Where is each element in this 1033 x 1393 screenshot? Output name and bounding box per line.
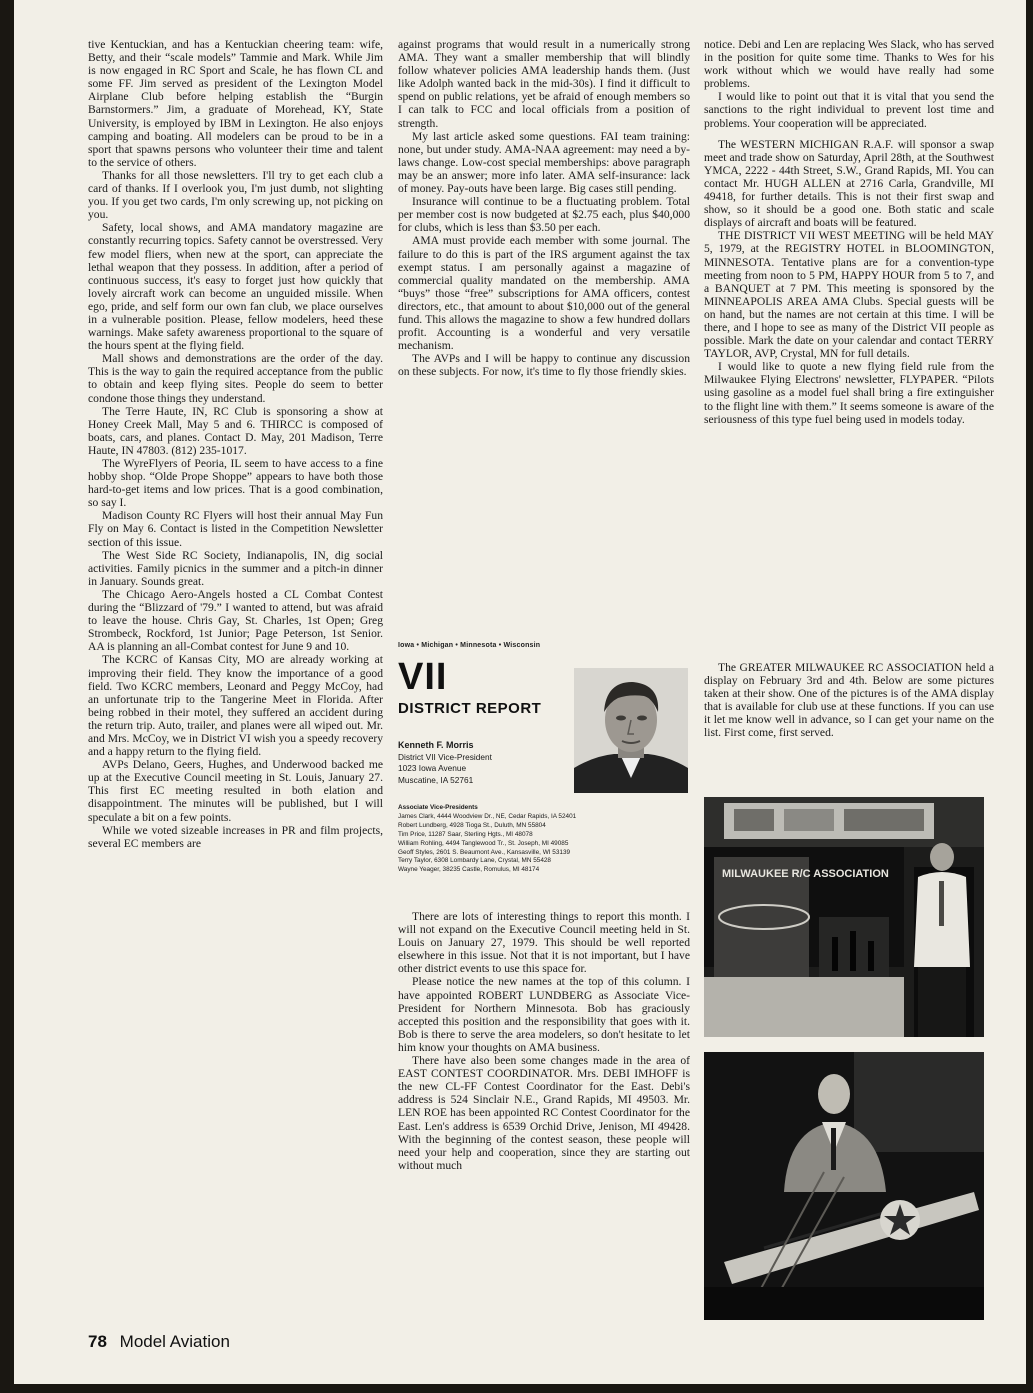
ama-display-photo xyxy=(704,797,984,1037)
paragraph: notice. Debi and Len are replacing Wes Slack, who has served in the position for quite some time. Thanks to Wes for his work without which we would have really had some problems. xyxy=(704,38,994,91)
vice-president-contact xyxy=(398,740,568,786)
paragraph: against programs that would result in a numerically strong AMA. They want a smaller membership that will blindly follow whatever policies AMA leadership hands them. (Just like Adolph wanted back in the mid-30s). I find it difficult to spend on public relations, yet be afraid of enough members so I can talk to FCC and local officials from a position of strength. xyxy=(398,38,690,130)
district-report-header xyxy=(398,642,690,904)
article-column-3-lower xyxy=(704,661,994,740)
page-footer xyxy=(88,1332,230,1352)
assoc-item: William Rohling, 4494 Tanglewood Tr., St. Joseph, MI 49085 xyxy=(398,839,569,847)
paragraph: Safety, local shows, and AMA mandatory magazine are constantly recurring topics. Safety cannot be overstressed. Very few model fliers, when new at the sport, can appreciate the lethal weapon that they possess. In addition, after a period of continuous success, it's easy to forget just how quickly that lovely aircraft work can become an unguided missile. When ego, pride, and self form our own fan club, we place ourselves in a vulnerable position. Please, fellow modelers, heed these warnings. Make safety awareness proportional to the square of the hours spent at the flying field. xyxy=(88,221,383,353)
associate-vps-list xyxy=(398,804,690,875)
paragraph: The WyreFlyers of Peoria, IL seem to have access to a fine hobby shop. “Olde Prope Shoppe” appears to have both those hard-to-get items and low prices. That is a good combination, so say I. xyxy=(88,457,383,510)
page-number: 78 xyxy=(88,1332,107,1351)
article-column-2 xyxy=(398,38,690,378)
assoc-item: Wayne Yeager, 38235 Castle, Romulus, MI 48174 xyxy=(398,866,540,874)
paragraph: The AVPs and I will be happy to continue any discussion on these subjects. For now, it's time to fly those friendly skies. xyxy=(398,352,690,379)
assoc-heading: Associate Vice-Presidents xyxy=(398,804,478,811)
paragraph: AMA must provide each member with some journal. The failure to do this is part of the IRS argument against the tax exempt status. I am personally against a magazine of commercial quality mandated on the membership. AMA “buys” those “free” subscriptions for AMA officers, contest directors, etc., that amount to about $10,000 out of the general fund. This allows the magazine to show a few hundred dollars profit. Accounting is a wonderful and very versatile mechanism. xyxy=(398,234,690,353)
assoc-item: Terry Taylor, 6308 Lombardy Lane, Crystal, MN 55428 xyxy=(398,857,551,865)
assoc-item: Tim Price, 11287 Saar, Sterling Hgts., MI 48078 xyxy=(398,830,533,838)
paragraph: The West Side RC Society, Indianapolis, IN, dig social activities. Family picnics in the summer and a pitch-in dinner in January. Sounds great. xyxy=(88,548,383,588)
paragraph: I would like to quote a new flying field rule from the Milwaukee Flying Electrons' newsletter, FLYPAPER. “Pilots using gasoline as a model fuel shall bring a fire extinguisher to the flight line with them.” It seems someone is aware of the seriousness of this type fuel being used in models today. xyxy=(704,360,994,426)
paragraph: Madison County RC Flyers will host their annual May Fun Fly on May 6. Contact is listed in the Competition Newsletter section of this issue. xyxy=(88,509,383,549)
paragraph: The GREATER MILWAUKEE RC ASSOCIATION held a display on February 3rd and 4th. Below are some pictures taken at their show. One of the pictures is of the AMA display that is available for club use at these functions. If you can use it let me know well in advance, so I can get your name on the list. First come, first served. xyxy=(704,661,994,740)
article-column-3 xyxy=(704,38,994,426)
assoc-item: James Clark, 4444 Woodview Dr., NE, Cedar Rapids, IA 52401 xyxy=(398,812,577,820)
paragraph: There have also been some changes made in the area of EAST CONTEST COORDINATOR. Mrs. DEBI IMHOFF is the new CL-FF Contest Coordinator for the East. Debi's address is 524 Sinclair N.E., Grand Rapids, MI 49503. Mr. LEN ROE has been appointed RC Contest Coordinator for the East. Len's address is 6539 Orchid Drive, Jenison, MI 49428. With the beginning of the contest season, these people will need your help and cooperation, since they are starting out without much xyxy=(398,1054,690,1172)
vp-name: Kenneth F. Morris xyxy=(398,740,474,750)
vp-portrait-photo xyxy=(574,668,688,793)
paragraph: There are lots of interesting things to report this month. I will not expand on the Executive Council meeting held in St. Louis on January 27, 1979. This should be well reported elsewhere in this issue. Not that it is not important, but I have other district events to use this space for. xyxy=(398,910,690,976)
paragraph: My last article asked some questions. FAI team training: none, but under study. AMA-NAA agreement: may need a by-laws change. Low-cost special memberships: above paragraph may be an answer; more info later. AMA self-insurance: lack of money. Pay-outs have been large. Big cases still pending. xyxy=(398,129,690,196)
vp-role: District VII Vice-President xyxy=(398,751,492,762)
paragraph: I would like to point out that it is vital that you send the sanctions to the right individual to prevent lost time and problems. Your cooperation will be appreciated. xyxy=(704,90,994,130)
paragraph: Insurance will continue to be a fluctuating problem. Total per member cost is now budgeted at $2.75 each, plus $40,000 for clubs, which is less than $3.50 per each. xyxy=(398,195,690,235)
paragraph: While we voted sizeable increases in PR and film projects, several EC members are xyxy=(88,823,383,850)
paragraph: The Terre Haute, IN, RC Club is sponsoring a show at Honey Creek Mall, May 5 and 6. THIRCC is composed of boats, cars, and planes. Contact D. May, 201 Madison, Terre Haute, IN 47803. (812) 235-1017. xyxy=(88,404,383,457)
paragraph: THE DISTRICT VII WEST MEETING will be held MAY 5, 1979, at the REGISTRY HOTEL in BLOOMINGTON, MINNESOTA. Tentative plans are for a convention-type meeting from noon to 5 PM, HAPPY HOUR from 5 to 7, and a BANQUET at 7 PM. This meeting is sponsored by the MINNEAPOLIS AREA AMA Clubs. Special guests will be on hand, but the names are not certain at this time. I will be there, and I hope to see as many of the District VII people as possible. Mark the date on your calendar and contact TERRY TAYLOR, AVP, Crystal, MN for full details. xyxy=(704,229,994,361)
vp-street: 1023 Iowa Avenue xyxy=(398,763,467,773)
district-states: Iowa • Michigan • Minnesota • Wisconsin xyxy=(398,642,541,649)
scan-border xyxy=(0,1384,1033,1393)
paragraph: Please notice the new names at the top of this column. I have appointed ROBERT LUNDBERG as Associate Vice-President for Northern Minnesota. Bob has graciously accepted this position and the responsibility that goes with it. Bob is there to serve the area modelers, so don't hesitate to let him know your thoughts on AMA business. xyxy=(398,975,690,1054)
assoc-item: Robert Lundberg, 4928 Tioga St., Duluth, MN 55804 xyxy=(398,821,546,829)
district-report-title: DISTRICT REPORT xyxy=(398,700,542,717)
paragraph: The WESTERN MICHIGAN R.A.F. will sponsor a swap meet and trade show on Saturday, April 28th, at the Southwest YMCA, 2222 - 44th Street, S.W., Grand Rapids, MI. You can contact Mr. HUGH ALLEN at 2716 Carla, Grandville, MI 49418, for further details. This is not their first swap and show, so it should be a good one. Both static and scale displays of aircraft and boats will be featured. xyxy=(704,137,994,230)
district-numeral: VII xyxy=(398,656,448,698)
magazine-page xyxy=(14,0,1026,1384)
paragraph: The Chicago Aero-Angels hosted a CL Combat Contest during the “Blizzard of '79.” I wanted to attend, but was afraid to leave the house. Chris Gay, St. Charles, 1st Open; Greg Strombeck, Rockford, 1st Junior; Page Peterson, 1st Senior. AA is planning an all-Combat contest for June 9 and 10. xyxy=(88,587,383,654)
article-column-1 xyxy=(88,38,383,850)
paragraph: Thanks for all those newsletters. I'll try to get each club a card of thanks. If I overlook you, I'm just dumb, not slighting you. If you get two cards, I'm only screwing up, not picking on you. xyxy=(88,168,383,222)
magazine-title: Model Aviation xyxy=(119,1332,230,1351)
article-column-2-lower xyxy=(398,910,690,1172)
banner-text: MILWAUKEE R/C ASSOCIATION xyxy=(722,868,889,880)
paragraph: tive Kentuckian, and has a Kentuckian cheering team: wife, Betty, and their “scale models” Tammie and Mark. While Jim is now engaged in RC Sport and Scale, he has flown CL and some FF. Jim served as president of the Lexington Model Airplane Club before helping establish the “Burgin Barnstormers.” Jim, a graduate of Morehead, KY, State University, is employed by IBM in Lexington. He also enjoys camping and boating. All modelers can be proud to be in a sport that spawns persons who volunteer their time and talent to the service of others. xyxy=(88,38,383,169)
paragraph: AVPs Delano, Geers, Hughes, and Underwood backed me up at the Executive Council meeting in St. Louis, January 27. This first EC meeting resulted in both elation and disappointment. The minutes will be published, but I will speculate a bit on a few points. xyxy=(88,758,383,824)
vp-city: Muscatine, IA 52761 xyxy=(398,774,474,785)
milwaukee-show-photo xyxy=(704,1052,984,1320)
paragraph: Mall shows and demonstrations are the order of the day. This is the way to gain the required acceptance from the public to obtain and keep flying sites. People do seem to better condone those things they understand. xyxy=(88,352,383,405)
paragraph: The KCRC of Kansas City, MO are already working at improving their field. They know the importance of a good field. Two KCRC members, Leonard and Peggy McCoy, had an unfortunate trip to the Tangerine Meet in Florida. After being robbed in their motel, they suffered an accident during the return trip. Auto, trailer, and planes were all wiped out. Mr. and Mrs. McCoy, we in District VI wish you a speedy recovery and a happy return to the flying field. xyxy=(88,653,383,759)
assoc-item: Geoff Styles, 2601 S. Beaumont Ave., Kansasville, WI 53139 xyxy=(398,848,571,856)
